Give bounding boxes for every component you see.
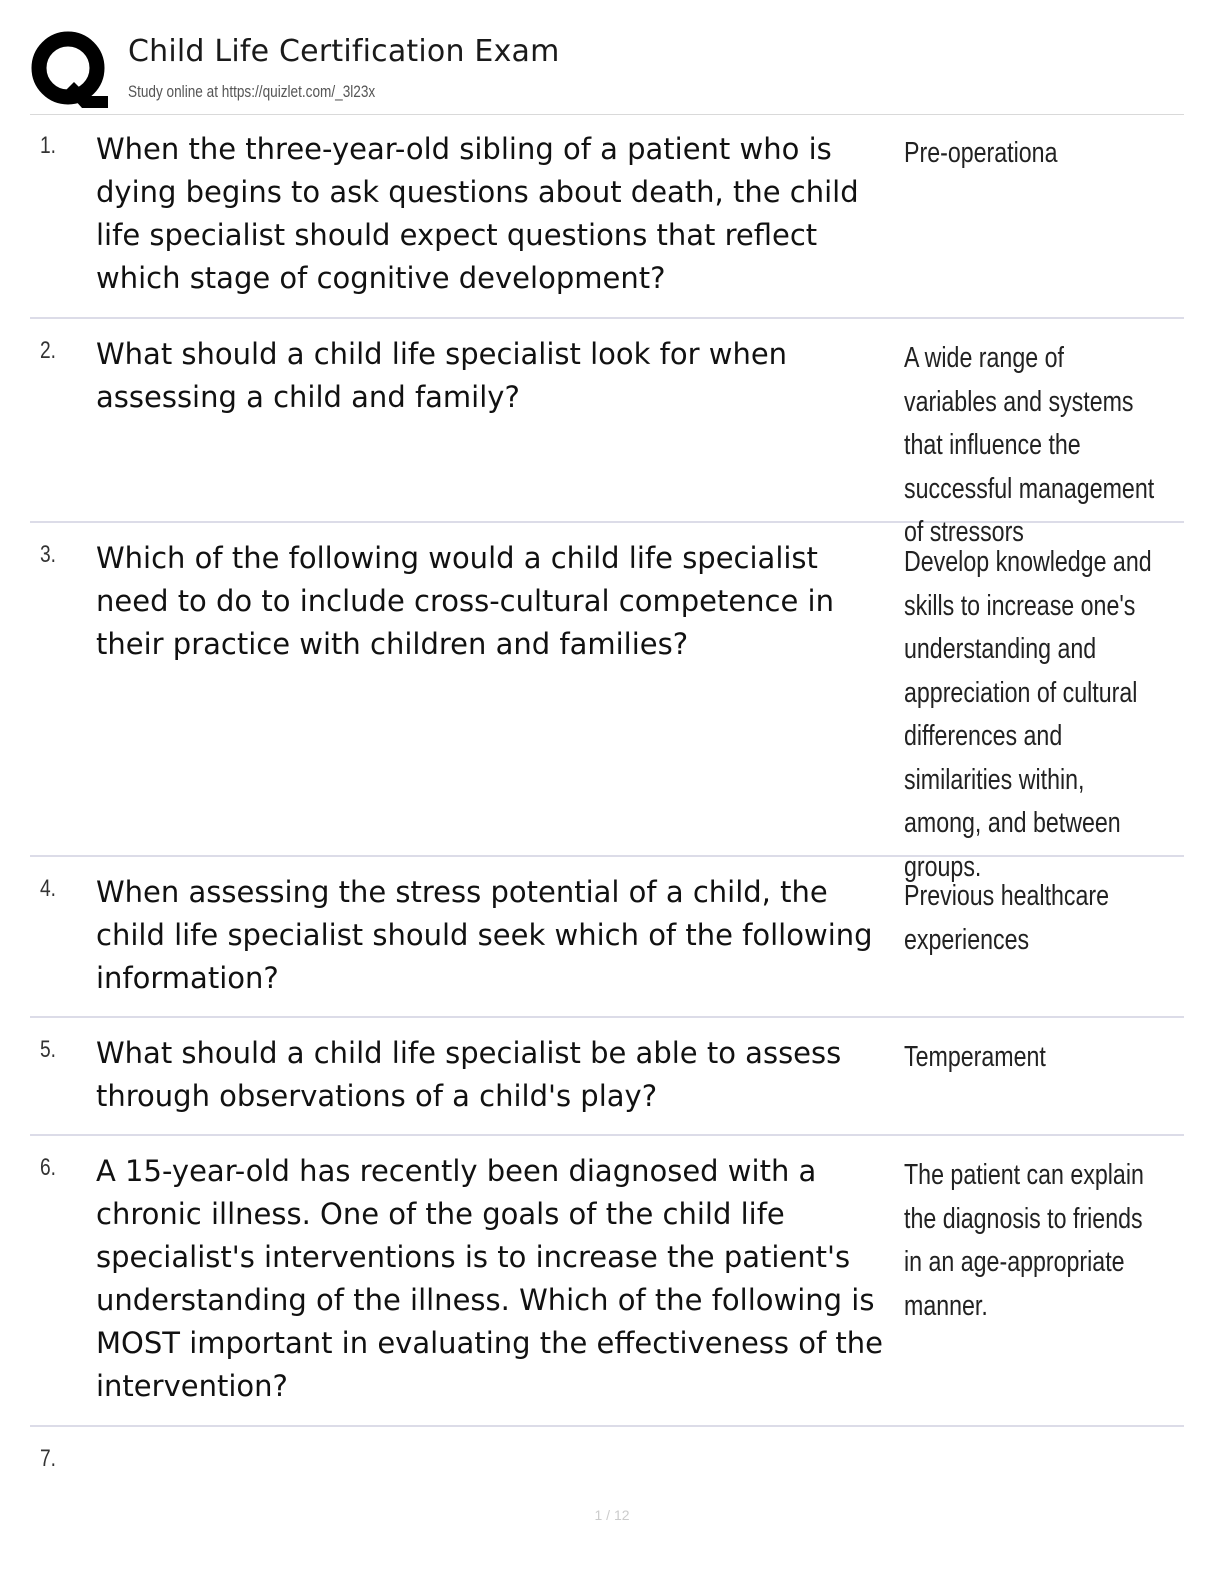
card-definition: Temperament (904, 1041, 1046, 1073)
card-definition: A wide range of variables and systems that influence the successful management of stressors (904, 342, 1155, 548)
card-term: What should a child life specialist look for when assessing a child and family? (96, 337, 788, 414)
document-header (30, 30, 1184, 115)
flashcard-row (30, 1427, 1184, 1497)
card-term: When assessing the stress potential of a child, the child life specialist should seek which of the following information? (96, 875, 873, 995)
page-title: Child Life Certification Exam (128, 34, 560, 69)
card-number: 1. (40, 132, 57, 159)
card-number: 4. (40, 875, 57, 902)
card-term: Which of the following would a child life specialist need to do to include cross-cultural competence in their practice with children and families? (96, 541, 834, 661)
study-online-link[interactable]: Study online at https://quizlet.com/_3l23x (128, 82, 376, 101)
flashcard-row (30, 319, 1184, 548)
flashcard-row (30, 1136, 1184, 1427)
card-term: What should a child life specialist be able to assess through observations of a child's play? (96, 1036, 842, 1113)
card-term: A 15-year-old has recently been diagnosed with a chronic illness. One of the goals of the child life specialist's interventions is to increase the patient's understanding of the illness. Which of the following is MOST important in evaluating the effectiveness of the intervention? (96, 1154, 884, 1403)
card-definition: The patient can explain the diagnosis to friends in an age-appropriate manner. (904, 1159, 1144, 1322)
flashcard-row (30, 114, 1184, 319)
card-number: 5. (40, 1036, 57, 1063)
card-definition: Previous healthcare experiences (904, 880, 1110, 956)
card-definition: Develop knowledge and skills to increase one's understanding and appreciation of cultural differences and similarities within, among, and between groups. (904, 546, 1152, 883)
card-number: 2. (40, 337, 57, 364)
flashcard-list (30, 114, 1184, 1497)
page-number: 1 / 12 (594, 1507, 630, 1523)
card-number: 3. (40, 541, 57, 568)
card-definition: Pre-operationa (904, 137, 1058, 169)
card-term: When the three-year-old sibling of a patient who is dying begins to ask questions about death, the child life specialist should expect questions that reflect which stage of cognitive development? (96, 132, 859, 295)
flashcard-row (30, 857, 1184, 1018)
flashcard-row (30, 523, 1184, 883)
card-number: 6. (40, 1154, 57, 1181)
flashcard-row (30, 1018, 1184, 1136)
quizlet-logo-icon (30, 30, 110, 110)
card-number: 7. (40, 1445, 57, 1472)
